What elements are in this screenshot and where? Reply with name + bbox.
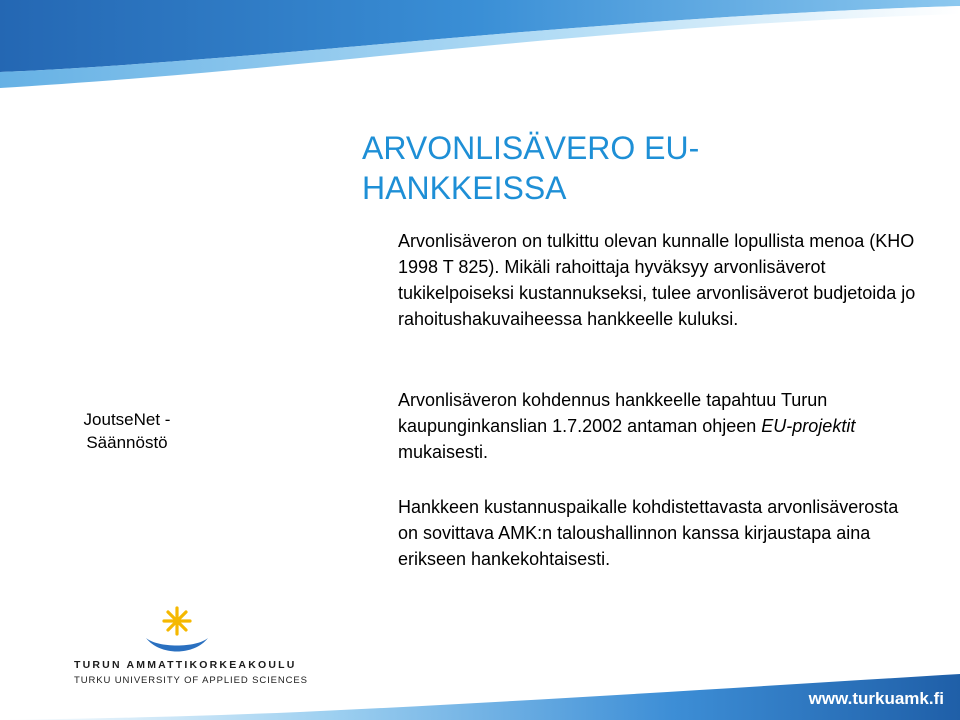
top-banner bbox=[0, 0, 960, 90]
star-swan-logo-icon bbox=[142, 602, 212, 658]
slide-title: ARVONLISÄVERO EU-HANKKEISSA bbox=[362, 130, 700, 206]
paragraph-2-text-after: mukaisesti. bbox=[398, 442, 489, 462]
paragraph-1: Arvonlisäveron on tulkittu olevan kunnalle lopullista menoa (KHO 1998 T 825). Mikäli rahoittaja hyväksyy arvonlisäverot tukikelpoiseksi kustannukseksi, tulee arvonlisäverot budjetoida jo rahoitushakuvaiheessa hankkeelle kuluksi. bbox=[398, 231, 916, 329]
logo-line-2: TURKU UNIVERSITY OF APPLIED SCIENCES bbox=[74, 675, 308, 686]
footer-url[interactable]: www.turkuamk.fi bbox=[808, 689, 944, 708]
paragraph-2-text-before: Arvonlisäveron kohdennus hankkeelle tapahtuu Turun kaupunginkanslian 1.7.2002 antaman ohjeen bbox=[398, 390, 828, 436]
paragraph-2-italic-term: EU-projektit bbox=[761, 416, 856, 436]
paragraph-3: Hankkeen kustannuspaikalle kohdistettavasta arvonlisäverosta on sovittava AMK:n taloushallinnon kanssa kirjaustapa aina erikseen hankekohtaisesti. bbox=[398, 497, 899, 569]
sidebar-label: JoutseNet - Säännöstö bbox=[83, 410, 171, 452]
logo-line-1: TURUN AMMATTIKORKEAKOULU bbox=[74, 659, 297, 671]
paragraph-2 bbox=[398, 387, 918, 465]
